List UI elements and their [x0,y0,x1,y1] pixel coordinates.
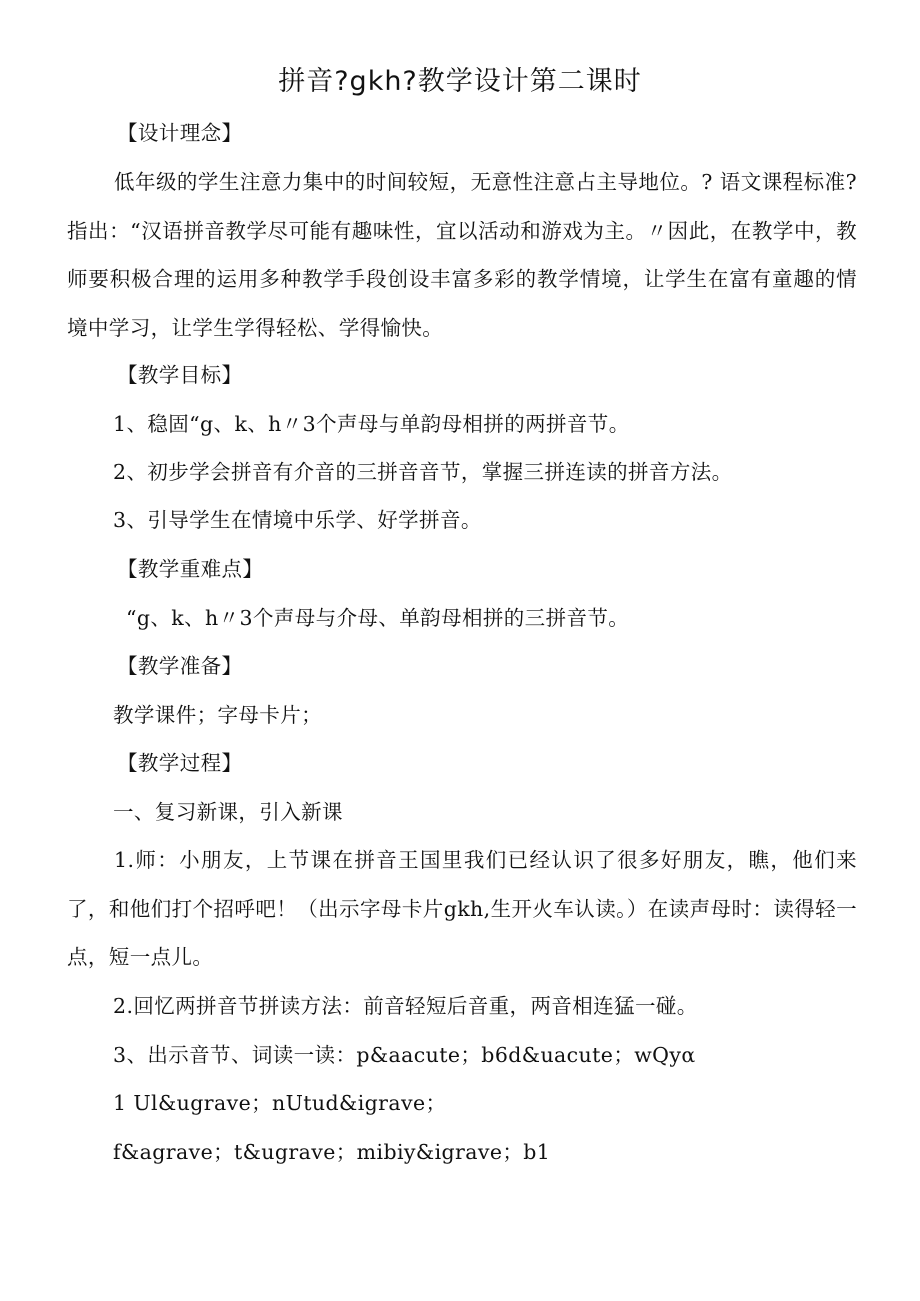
goal-item-2: 2、初步学会拼音有介音的三拼音音节，掌握三拼连读的拼音方法。 [113,460,733,484]
process-step3-line3: f&agrave；t&ugrave；mibiy&igrave；b1 [113,1140,551,1164]
preparation-text: 教学课件；字母卡片； [113,703,322,727]
design-concept-paragraph: 低年级的学生注意力集中的时间较短，无意性注意占主导地位。? 语文课程标准?指出：“汉语拼音教学尽可能有趣味性，宜以活动和游戏为主。〃因此，在教学中，教师要积极合理的运用多种教学手段创设丰富多彩的教学情境，让学生在富有童趣的情境中学习，让学生学得轻松、学得愉快。 [67,170,857,340]
process-step2: 2.回忆两拼音节拼读方法：前音轻短后音重，两音相连猛一碰。 [113,994,698,1018]
design-concept-heading: 【设计理念】 [117,121,243,145]
preparation-heading: 【教学准备】 [117,654,243,678]
goal-item-3: 3、引导学生在情境中乐学、好学拼音。 [113,508,482,532]
key-points-heading: 【教学重难点】 [117,557,264,581]
goals-heading: 【教学目标】 [117,363,243,387]
process-step3: 3、出示音节、词读一读：p&aacute；b6d&uacute；wQyα [113,1043,696,1067]
goal-item-1: 1、稳固“g、k、h〃3个声母与单韵母相拼的两拼音节。 [113,412,630,436]
process-step1-title: 一、复习新课，引入新课 [113,800,343,824]
key-points-text: “g、k、h〃3个声母与介母、单韵母相拼的三拼音节。 [126,606,630,630]
document-title: 拼音?gkh?教学设计第二课时 [278,66,642,97]
process-heading: 【教学过程】 [117,751,243,775]
process-step3-line2: 1 Ul&ugrave；nUtud&igrave； [113,1091,447,1115]
process-step1-paragraph: 1.师：小朋友，上节课在拼音王国里我们已经认识了很多好朋友，瞧，他们来了，和他们打个招呼吧！（出示字母卡片gkh,生开火车认读。）在读声母时：读得轻一点，短一点儿。 [67,848,857,969]
